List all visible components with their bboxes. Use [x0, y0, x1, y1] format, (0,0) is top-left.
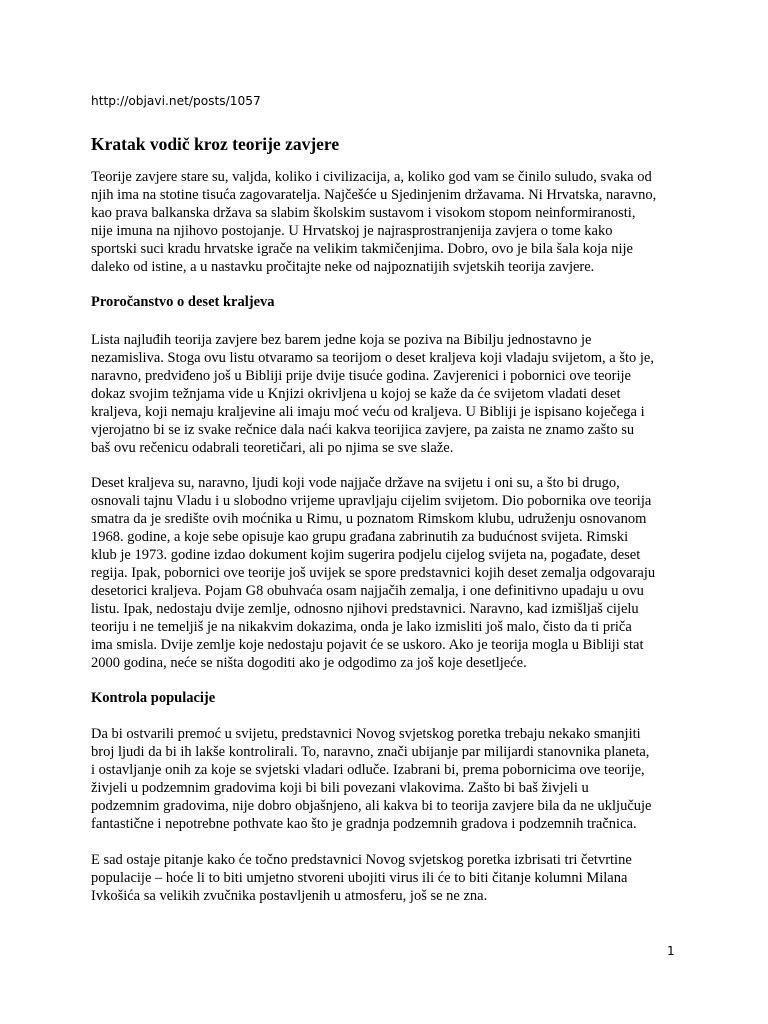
- text-line: njih ima na stotine tisuća zagovaratelja. Najčešće u Sjedinjenim državama. Ni Hrvatska, naravno,: [91, 187, 657, 203]
- population-paragraph-2: [91, 851, 683, 905]
- text-line: regija. Ipak, pobornici ove teorije još uvijek se spore predstavnici kojih deset zemalja odgovaraju: [91, 565, 656, 581]
- text-line: podzemnim gradovima, nije dobro objašnjeno, ali kakva bi to teorija zavjere bila da ne uključuje: [91, 798, 652, 814]
- text-line: 2000 godina, neće se ništa dogoditi ako je odgodimo za još koje desetljeće.: [91, 655, 527, 671]
- text-line: teoriju i ne temeljiš je na nikakvim dokazima, onda je lako izmisliti još malo, čisto da ti priča: [91, 619, 632, 635]
- paragraph: [91, 168, 683, 276]
- text-line: broj ljudi da bi ih lakše kontrolirali. To, naravno, znači ubijanje par milijardi stanovnika planeta,: [91, 744, 650, 760]
- paragraph: [91, 331, 683, 457]
- population-paragraph-1: [91, 725, 683, 833]
- text-line: nije imuna na njihovo postojanje. U Hrvatskoj je najrasprostranjenija zavjera o tome kako: [91, 223, 613, 239]
- text-line: Da bi ostvarili premoć u svijetu, predstavnici Novog svjetskog poretka trebaju nekako smanjiti: [91, 726, 641, 742]
- text-line: daleko od istine, a u nastavku pročitajte neke od najpoznatijih svjetskih teorija zavjere.: [91, 259, 595, 275]
- prophecy-paragraph-2: [91, 474, 683, 672]
- text-line: kraljeva, koji nemaju kraljevine ali imaju moć veću od kraljeva. U Bibliji je ispisano koječega i: [91, 404, 645, 420]
- text-line: desetorici kraljeva. Pojam G8 obuhvaća osam najjačih zemalja, i one definitivno upadaju u ovu: [91, 583, 644, 599]
- document-title: Kratak vodič kroz teorije zavjere: [91, 134, 340, 154]
- text-line: dokaz svojim težnjama vide u Knjizi okrivljena u kojoj se kaže da će svijetom vladati deset: [91, 386, 621, 402]
- section-heading: Kontrola populacije: [91, 690, 216, 706]
- paragraph: [91, 851, 683, 905]
- text-line: Deset kraljeva su, naravno, ljudi koji vode najjače države na svijetu i oni su, a što bi drugo,: [91, 475, 620, 491]
- text-line: klub je 1973. godine izdao dokument kojim sugerira podjelu cijelog svijeta na, pogađate, deset: [91, 547, 641, 563]
- text-line: fantastične i nepotrebne pothvate kao što je gradnja podzemnih gradova i podzemnih tračnica.: [91, 816, 637, 832]
- text-line: vjerojatno bi se iz svake rečnice dala naći kakva teorijica zavjere, pa zaista ne znamo zašto su: [91, 422, 635, 438]
- text-line: listu. Ipak, nedostaju dvije zemlje, odnosno njihovi predstavnici. Naravno, kad izmišljaš cijelu: [91, 601, 639, 617]
- text-line: Ivkošića sa velikih zvučnika postavljenih u atmosferu, još se ne zna.: [91, 888, 488, 904]
- paragraph: [91, 474, 683, 672]
- text-line: populacije – hoće li to biti umjetno stvoreni ubojiti virus ili će to biti čitanje kolumni Milana: [91, 870, 628, 886]
- section-population: [91, 689, 683, 707]
- prophecy-paragraph-1: [91, 331, 683, 457]
- text-line: 1968. godine, a koje sebe opisuje kao grupu građana zabrinutih za budućnost svijeta. Rimski: [91, 529, 629, 545]
- text-line: i ostavljanje onih za koje se svjetski vladari odluče. Izabrani bi, prema pobornicima ove teorije,: [91, 762, 645, 778]
- section-prophecy: [91, 293, 683, 311]
- text-line: naravno, predviđeno još u Bibliji prije dvije tisuće godina. Zavjerenici i pobornici ove teorije: [91, 368, 631, 384]
- text-line: E sad ostaje pitanje kako će točno predstavnici Novog svjetskog poretka izbrisati tri četvrtine: [91, 852, 632, 868]
- text-line: baš ovu rečenicu odabrali teoretičari, ali po njima se sve slaže.: [91, 440, 454, 456]
- text-line: nezamisliva. Stoga ovu listu otvaramo sa teorijom o deset kraljeva koji vladaju svijetom, a što je,: [91, 350, 654, 366]
- text-line: kao prava balkanska država sa slabim školskim sustavom i visokom stopom neinformiranosti,: [91, 205, 636, 221]
- text-line: smatra da je središte ovih moćnika u Rimu, u poznatom Rimskom klubu, udruženju osnovanom: [91, 511, 647, 527]
- text-line: živjeli u podzemnim gradovima koji bi bili povezani vlakovima. Zašto bi baš živjeli u: [91, 780, 589, 796]
- section-heading: Proročanstvo o deset kraljeva: [91, 294, 275, 310]
- text-line: ima smisla. Dvije zemlje koje nedostaju pojavit će se uskoro. Ako je teorija mogla u Bibliji stat: [91, 637, 644, 653]
- intro-section: [91, 168, 683, 276]
- text-line: Teorije zavjere stare su, valjda, koliko i civilizacija, a, koliko god vam se činilo suludo, svaka od: [91, 169, 652, 185]
- page-number: 1: [667, 944, 675, 958]
- paragraph: [91, 725, 683, 833]
- source-url[interactable]: http://objavi.net/posts/1057: [91, 94, 261, 108]
- text-line: sportski suci kradu hrvatske igrače na velikim takmičenjima. Dobro, ovo je bila šala koja nije: [91, 241, 633, 257]
- text-line: Lista najluđih teorija zavjere bez barem jedne koja se poziva na Bibilju jednostavno je: [91, 332, 592, 348]
- text-line: osnovali tajnu Vladu i u slobodno vrijeme upravljaju cijelim svijetom. Dio pobornika ove teorija: [91, 493, 652, 509]
